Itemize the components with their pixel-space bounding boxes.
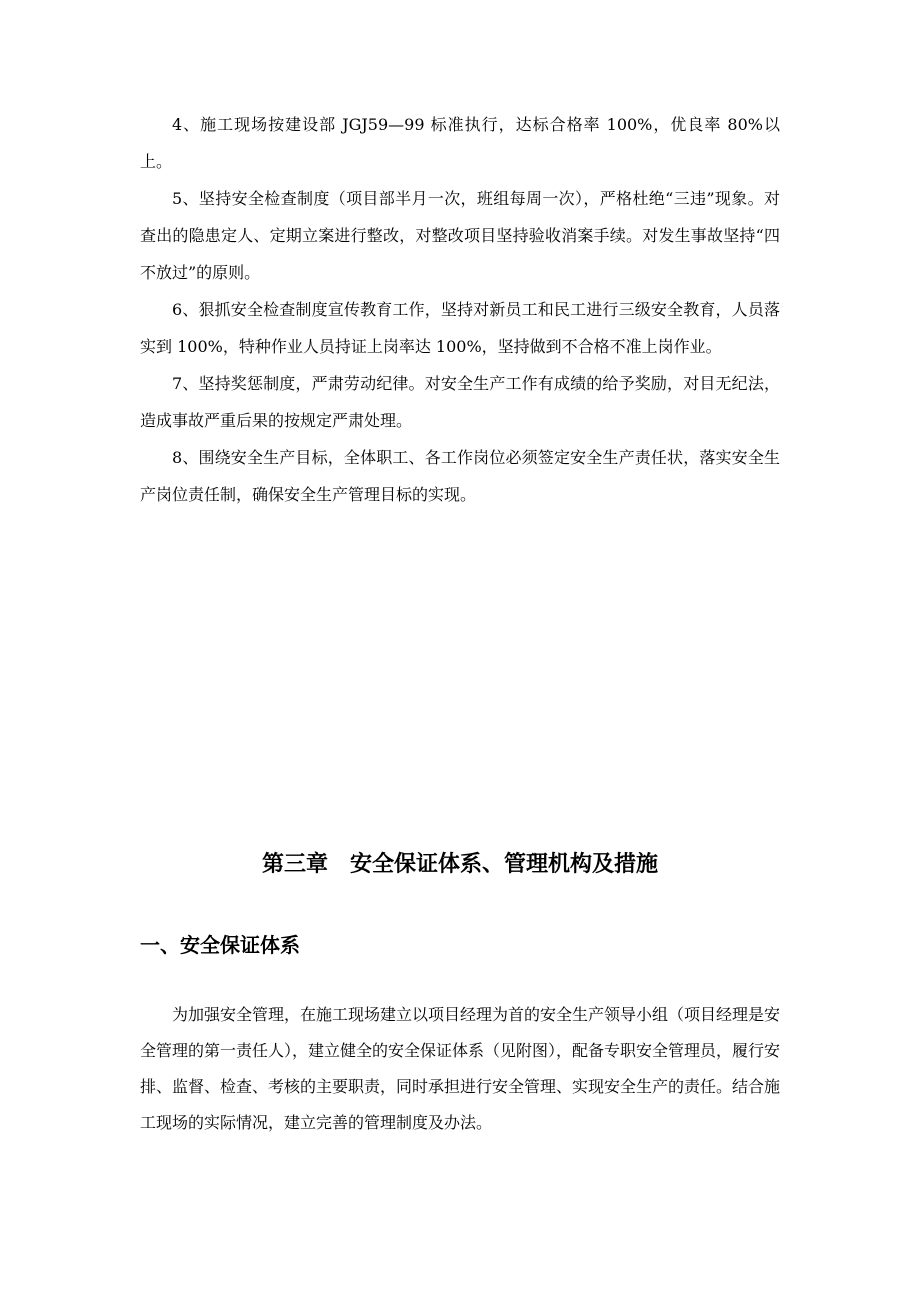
section-title: 一、安全保证体系 bbox=[140, 933, 300, 957]
section-body: 为加强安全管理，在施工现场建立以项目经理为首的安全生产领导小组（项目经理是安全管理的第一责任人），建立健全的安全保证体系（见附图），配备专职安全管理员，履行安排、监督、检查、考核的主要职责，同时承担进行安全管理、实现安全生产的责任。结合施工现场的实际情况，建立完善的管理制度及办法。 bbox=[140, 1005, 781, 1132]
list-item: 7、坚持奖惩制度，严肃劳动纪律。对安全生产工作有成绩的给予奖励，对目无纪法，造成事故严重后果的按规定严肃处理。 bbox=[140, 374, 780, 430]
list-item: 4、施工现场按建设部 JGJ59—99 标准执行，达标合格率 100%，优良率 80%以上。 bbox=[140, 115, 780, 171]
list-item: 5、坚持安全检查制度（项目部半月一次，班组每周一次），严格杜绝“三违”现象。对查出的隐患定人、定期立案进行整改，对整改项目坚持验收消案手续。对发生事故坚持“四不放过”的原则。 bbox=[140, 189, 780, 282]
list-item: 6、狠抓安全检查制度宣传教育工作，坚持对新员工和民工进行三级安全教育，人员落实到 100%，特种作业人员持证上岗率达 100%，坚持做到不合格不准上岗作业。 bbox=[140, 300, 780, 356]
chapter-title: 第三章 安全保证体系、管理机构及措施 bbox=[261, 851, 658, 877]
list-item: 8、围绕安全生产目标，全体职工、各工作岗位必须签定安全生产责任状，落实安全生产岗位责任制，确保安全生产管理目标的实现。 bbox=[140, 448, 780, 504]
goal-list bbox=[140, 106, 780, 513]
